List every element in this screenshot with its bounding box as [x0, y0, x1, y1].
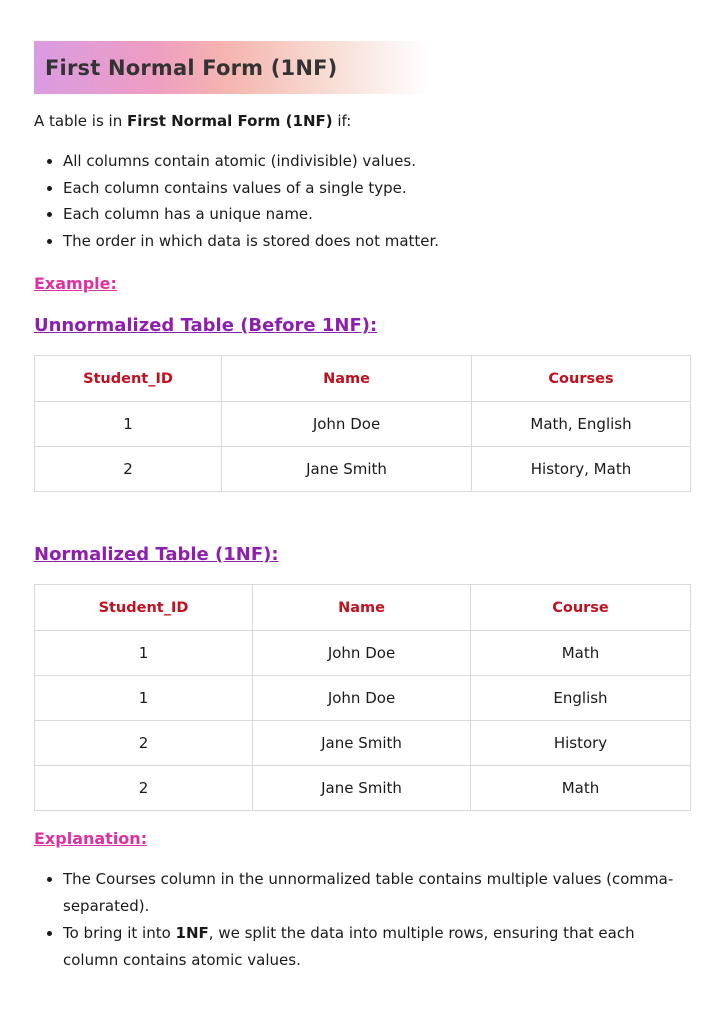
- intro-suffix: if:: [332, 112, 352, 130]
- explanation-label: Explanation:: [34, 829, 148, 848]
- table-cell: History, Math: [472, 447, 691, 492]
- normalized-table: [34, 584, 691, 811]
- table-cell: Jane Smith: [253, 766, 471, 811]
- list-item: • Each column has a unique name.: [63, 201, 690, 228]
- page-title: First Normal Form (1NF): [45, 55, 338, 80]
- table-cell: 2: [35, 721, 253, 766]
- explanation-text: To bring it into: [63, 924, 176, 942]
- column-header: Course: [471, 585, 691, 631]
- table-cell: Jane Smith: [222, 447, 472, 492]
- table-cell: John Doe: [222, 402, 472, 447]
- explanation-bold: 1NF: [175, 924, 209, 942]
- table-cell: 2: [35, 447, 222, 492]
- table-cell: Math, English: [472, 402, 691, 447]
- table-row: [35, 631, 691, 676]
- table-cell: John Doe: [253, 631, 471, 676]
- list-item: • Each column contains values of a single type.: [63, 175, 690, 202]
- list-item: • The order in which data is stored does not matter.: [63, 228, 690, 255]
- table-header-row: [35, 356, 691, 402]
- example-label: Example:: [34, 274, 117, 293]
- intro-bold: First Normal Form (1NF): [126, 112, 333, 130]
- table-cell: 1: [35, 676, 253, 721]
- table-cell: 1: [35, 631, 253, 676]
- table-row: [35, 721, 691, 766]
- table-cell: Jane Smith: [253, 721, 471, 766]
- explanation-list: [34, 866, 690, 974]
- column-header: Courses: [472, 356, 691, 402]
- explanation-text: , we split the data into multiple rows, ensuring that each column contains atomic values.: [63, 924, 635, 969]
- unnormalized-table: [34, 355, 691, 492]
- table-cell: Math: [471, 631, 691, 676]
- table-cell: History: [471, 721, 691, 766]
- table-row: [35, 766, 691, 811]
- normalized-heading: Normalized Table (1NF):: [34, 544, 279, 565]
- list-item: • The Courses column in the unnormalized table contains multiple values (comma-separated).: [63, 866, 690, 920]
- table-cell: Math: [471, 766, 691, 811]
- rules-list: [34, 148, 690, 254]
- column-header: Name: [222, 356, 472, 402]
- table-header-row: [35, 585, 691, 631]
- table-row: [35, 447, 691, 492]
- table-cell: 1: [35, 402, 222, 447]
- list-item: [63, 920, 690, 974]
- column-header: Student_ID: [35, 356, 222, 402]
- column-header: Student_ID: [35, 585, 253, 631]
- column-header: Name: [253, 585, 471, 631]
- table-cell: 2: [35, 766, 253, 811]
- unnormalized-heading: Unnormalized Table (Before 1NF):: [34, 315, 378, 336]
- intro-paragraph: [34, 110, 690, 132]
- table-row: [35, 402, 691, 447]
- intro-prefix: A table is in: [34, 112, 127, 130]
- table-row: [35, 676, 691, 721]
- list-item: • All columns contain atomic (indivisible) values.: [63, 148, 690, 175]
- table-cell: English: [471, 676, 691, 721]
- title-banner: [34, 41, 429, 94]
- table-cell: John Doe: [253, 676, 471, 721]
